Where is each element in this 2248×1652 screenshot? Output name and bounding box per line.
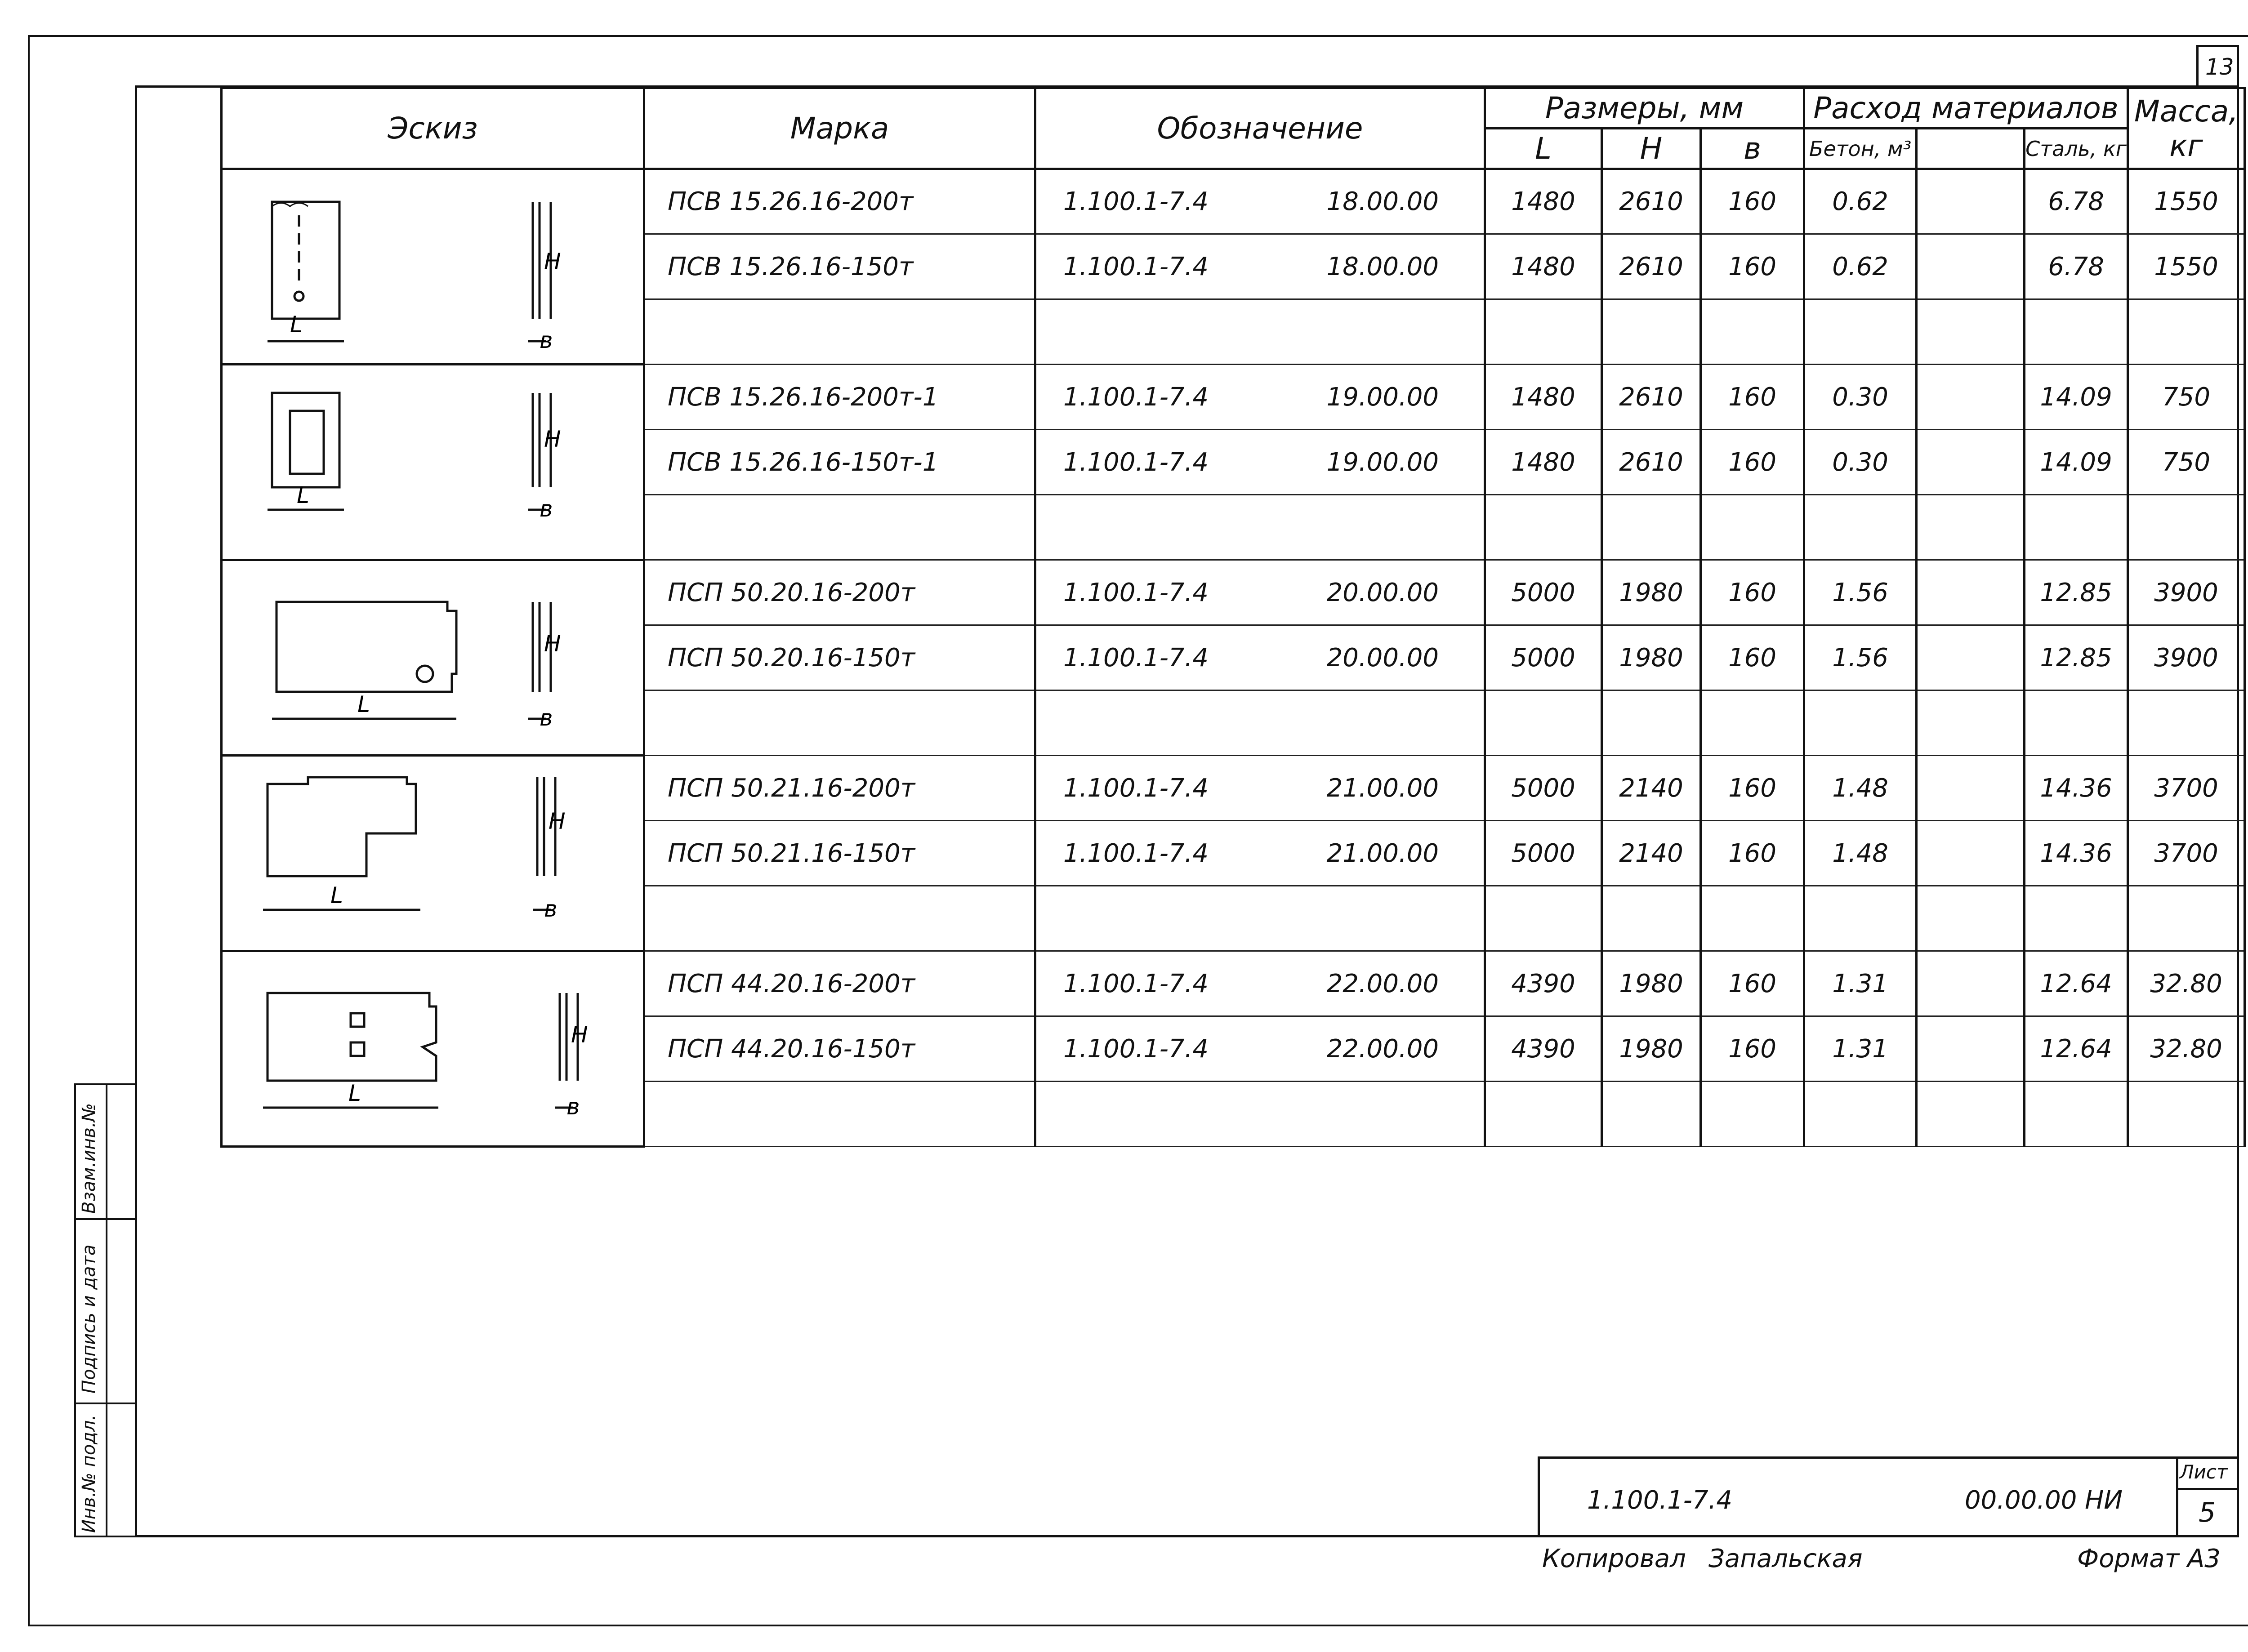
designation-cell [1035, 1016, 1485, 1082]
concrete-cell: 0.30 [1804, 430, 1917, 495]
code-text: 21.00.00 [1326, 773, 1439, 803]
series-text: 1.100.1-7.4 [1063, 643, 1209, 672]
col-H: H [1602, 129, 1701, 169]
specification-table [220, 87, 2246, 1148]
L-cell: 1480 [1485, 430, 1602, 495]
title-block-series: 1.100.1-7.4 [1587, 1486, 1733, 1515]
footer-format: Формат А3 [2077, 1544, 2221, 1573]
sketch-label-L: L [348, 1080, 361, 1106]
H-cell: 2610 [1602, 169, 1701, 234]
L-cell: 5000 [1485, 560, 1602, 625]
concrete-cell: 1.31 [1804, 951, 1917, 1016]
sketch-panel-4 [222, 756, 644, 951]
series-text: 1.100.1-7.4 [1063, 187, 1209, 216]
b-cell: 160 [1701, 821, 1804, 886]
b-cell: 160 [1701, 365, 1804, 430]
stepped-panel-sketch-icon [223, 757, 641, 948]
side-stamp-inv-orig: Инв.№ подл. [79, 1414, 99, 1533]
col-steel: Сталь, кг [2025, 129, 2128, 169]
series-text: 1.100.1-7.4 [1063, 969, 1209, 998]
wall-panel-sketch-icon [223, 561, 641, 753]
empty-cell [1917, 560, 2025, 625]
series-text: 1.100.1-7.4 [1063, 1034, 1209, 1064]
mark-cell: ПСП 50.21.16-200т [644, 756, 1035, 821]
mass-cell: 3900 [2128, 625, 2245, 690]
concrete-cell: 0.62 [1804, 169, 1917, 234]
code-text: 21.00.00 [1326, 838, 1439, 868]
mark-cell: ПСП 44.20.16-150т [644, 1016, 1035, 1082]
panel-openings-sketch-icon [223, 953, 641, 1144]
L-cell: 4390 [1485, 1016, 1602, 1082]
col-mass: Масса, кг [2128, 88, 2245, 169]
footer-copied: Копировал [1542, 1544, 1686, 1573]
mark-cell: ПСВ 15.26.16-200т [644, 169, 1035, 234]
panel-window-sketch-icon [223, 366, 641, 557]
sketch-panel-1 [222, 169, 644, 365]
sketch-label-b: в [540, 327, 553, 353]
designation-cell [1035, 430, 1485, 495]
sketch-label-b: в [540, 704, 553, 731]
steel-cell: 14.36 [2025, 821, 2128, 886]
col-designation: Обозначение [1035, 88, 1485, 169]
title-block-sheet-hline [2176, 1488, 2239, 1490]
col-L: L [1485, 129, 1602, 169]
H-cell: 2140 [1602, 756, 1701, 821]
col-sketch: Эскиз [222, 88, 644, 169]
steel-cell: 14.36 [2025, 756, 2128, 821]
b-cell: 160 [1701, 1016, 1804, 1082]
sketch-label-L: L [290, 311, 303, 338]
title-block-code: 00.00.00 НИ [1965, 1486, 2123, 1515]
panel-sketch-icon [223, 170, 641, 361]
b-cell: 160 [1701, 169, 1804, 234]
concrete-cell: 1.56 [1804, 625, 1917, 690]
L-cell: 5000 [1485, 756, 1602, 821]
code-text: 18.00.00 [1326, 252, 1439, 281]
mark-cell: ПСВ 15.26.16-150т [644, 234, 1035, 299]
col-concrete: Бетон, м³ [1804, 129, 1917, 169]
mass-cell: 1550 [2128, 169, 2245, 234]
series-text: 1.100.1-7.4 [1063, 578, 1209, 607]
steel-cell: 6.78 [2025, 169, 2128, 234]
title-block-sheet-divider [2176, 1456, 2178, 1537]
sketch-label-H: H [544, 426, 561, 452]
H-cell: 1980 [1602, 951, 1701, 1016]
code-text: 20.00.00 [1326, 643, 1439, 672]
concrete-cell: 1.48 [1804, 821, 1917, 886]
L-cell: 1480 [1485, 169, 1602, 234]
series-text: 1.100.1-7.4 [1063, 252, 1209, 281]
empty-cell [1917, 365, 2025, 430]
sketch-label-b: в [544, 895, 558, 922]
empty-cell [1917, 430, 2025, 495]
designation-cell [1035, 365, 1485, 430]
H-cell: 2610 [1602, 365, 1701, 430]
col-dimensions: Размеры, мм [1485, 88, 1804, 129]
code-text: 19.00.00 [1326, 447, 1439, 477]
mass-cell: 750 [2128, 365, 2245, 430]
sketch-panel-2 [222, 365, 644, 560]
steel-cell: 12.85 [2025, 625, 2128, 690]
b-cell: 160 [1701, 430, 1804, 495]
table-row [222, 365, 2245, 430]
designation-cell [1035, 821, 1485, 886]
empty-cell [1917, 169, 2025, 234]
empty-cell [1917, 625, 2025, 690]
sketch-label-H: H [544, 630, 561, 657]
sketch-label-H: H [544, 248, 561, 275]
sketch-label-L: L [297, 482, 309, 508]
steel-cell: 14.09 [2025, 365, 2128, 430]
col-empty [1917, 129, 2025, 169]
mass-cell: 750 [2128, 430, 2245, 495]
designation-cell [1035, 625, 1485, 690]
col-b: в [1701, 129, 1804, 169]
steel-cell: 14.09 [2025, 430, 2128, 495]
series-text: 1.100.1-7.4 [1063, 838, 1209, 868]
code-text: 18.00.00 [1326, 187, 1439, 216]
H-cell: 2140 [1602, 821, 1701, 886]
sketch-label-H: H [549, 808, 566, 834]
empty-cell [1917, 951, 2025, 1016]
H-cell: 1980 [1602, 1016, 1701, 1082]
L-cell: 1480 [1485, 234, 1602, 299]
mark-cell: ПСП 44.20.16-200т [644, 951, 1035, 1016]
side-stamp-sign-date: Подпись и дата [79, 1244, 99, 1394]
H-cell: 1980 [1602, 560, 1701, 625]
table-row [222, 756, 2245, 821]
concrete-cell: 1.56 [1804, 560, 1917, 625]
concrete-cell: 1.31 [1804, 1016, 1917, 1082]
L-cell: 4390 [1485, 951, 1602, 1016]
concrete-cell: 0.62 [1804, 234, 1917, 299]
L-cell: 5000 [1485, 821, 1602, 886]
steel-cell: 6.78 [2025, 234, 2128, 299]
title-block-sheet-number: 5 [2199, 1497, 2216, 1528]
designation-cell [1035, 756, 1485, 821]
empty-cell [1917, 756, 2025, 821]
designation-cell [1035, 169, 1485, 234]
designation-cell [1035, 560, 1485, 625]
designation-cell [1035, 951, 1485, 1016]
table-row [222, 169, 2245, 234]
L-cell: 5000 [1485, 625, 1602, 690]
H-cell: 2610 [1602, 430, 1701, 495]
code-text: 22.00.00 [1326, 1034, 1439, 1064]
mass-cell: 32.80 [2128, 951, 2245, 1016]
L-cell: 1480 [1485, 365, 1602, 430]
designation-cell [1035, 234, 1485, 299]
steel-cell: 12.85 [2025, 560, 2128, 625]
mass-cell: 32.80 [2128, 1016, 2245, 1082]
empty-cell [1917, 234, 2025, 299]
series-text: 1.100.1-7.4 [1063, 382, 1209, 412]
concrete-cell: 0.30 [1804, 365, 1917, 430]
table-row [222, 951, 2245, 1016]
concrete-cell: 1.48 [1804, 756, 1917, 821]
code-text: 19.00.00 [1326, 382, 1439, 412]
H-cell: 2610 [1602, 234, 1701, 299]
mark-cell: ПСП 50.21.16-150т [644, 821, 1035, 886]
table-row [222, 560, 2245, 625]
code-text: 20.00.00 [1326, 578, 1439, 607]
sketch-label-L: L [330, 882, 343, 908]
steel-cell: 12.64 [2025, 951, 2128, 1016]
col-mark: Марка [644, 88, 1035, 169]
code-text: 22.00.00 [1326, 969, 1439, 998]
b-cell: 160 [1701, 756, 1804, 821]
b-cell: 160 [1701, 560, 1804, 625]
series-text: 1.100.1-7.4 [1063, 447, 1209, 477]
mass-cell: 1550 [2128, 234, 2245, 299]
b-cell: 160 [1701, 951, 1804, 1016]
sketch-label-b: в [566, 1093, 580, 1120]
sketch-panel-5 [222, 951, 644, 1147]
steel-cell: 12.64 [2025, 1016, 2128, 1082]
mass-cell: 3900 [2128, 560, 2245, 625]
empty-cell [1917, 1016, 2025, 1082]
sketch-label-L: L [357, 691, 370, 717]
H-cell: 1980 [1602, 625, 1701, 690]
mark-cell: ПСВ 15.26.16-150т-1 [644, 430, 1035, 495]
mark-cell: ПСП 50.20.16-200т [644, 560, 1035, 625]
empty-cell [1917, 821, 2025, 886]
sketch-label-H: H [571, 1021, 588, 1048]
col-materials: Расход материалов [1804, 88, 2128, 129]
mark-cell: ПСП 50.20.16-150т [644, 625, 1035, 690]
sketch-label-b: в [540, 495, 553, 522]
b-cell: 160 [1701, 625, 1804, 690]
mass-cell: 3700 [2128, 756, 2245, 821]
b-cell: 160 [1701, 234, 1804, 299]
mass-cell: 3700 [2128, 821, 2245, 886]
page-corner-number: 13 [2205, 54, 2234, 80]
mark-cell: ПСВ 15.26.16-200т-1 [644, 365, 1035, 430]
series-text: 1.100.1-7.4 [1063, 773, 1209, 803]
footer-copier: Запальская [1708, 1544, 1863, 1573]
side-stamp-vzam: Взам.инв.№ [79, 1103, 99, 1214]
title-block-sheet-label: Лист [2180, 1461, 2228, 1483]
sketch-panel-3 [222, 560, 644, 756]
